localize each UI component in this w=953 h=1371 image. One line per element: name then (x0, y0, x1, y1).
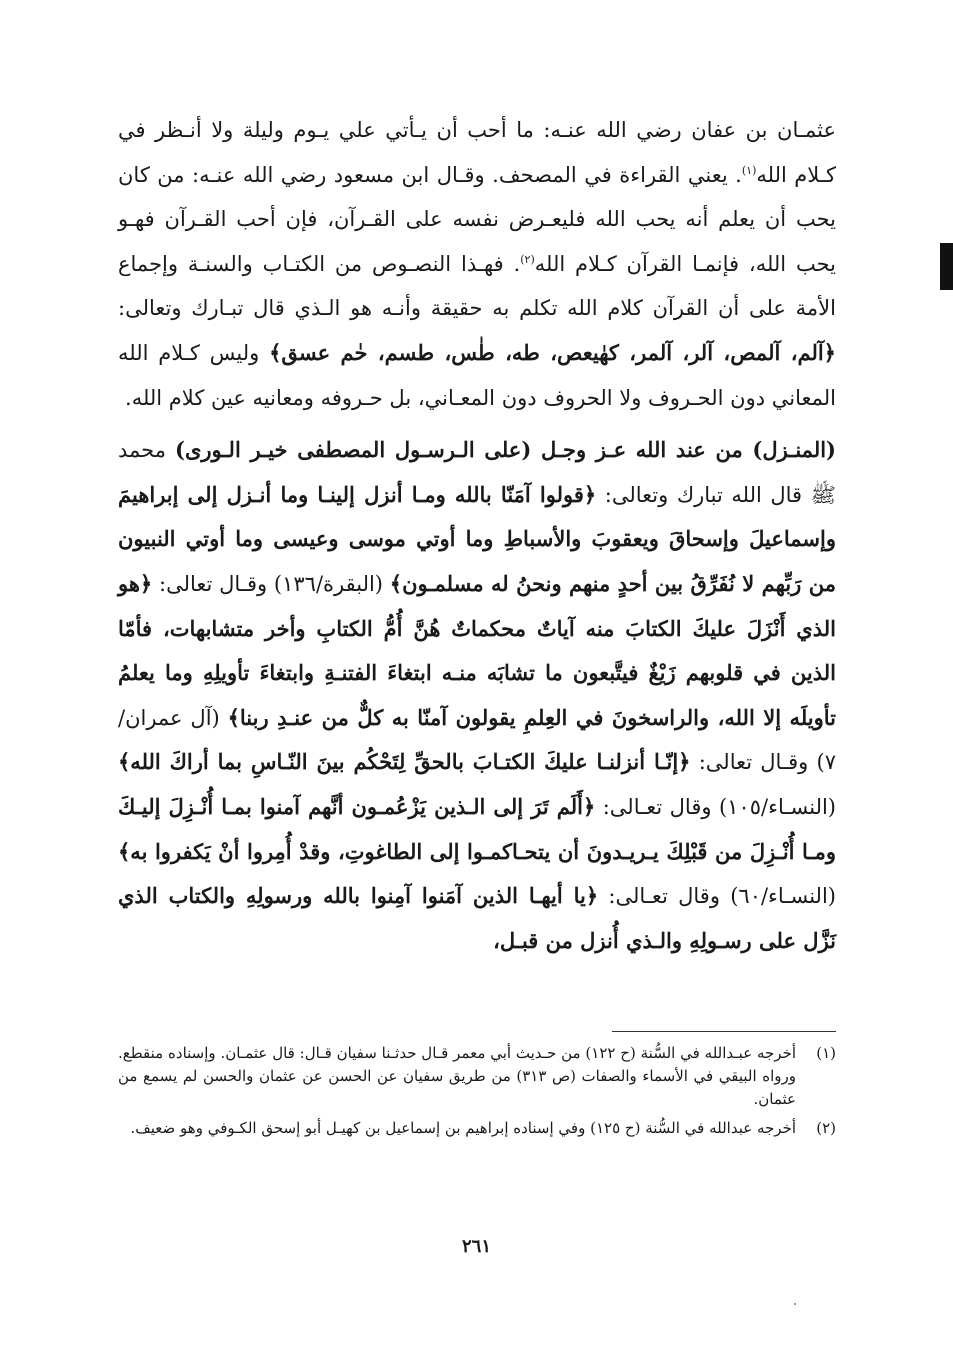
footnote-reference-2: (٢) (520, 252, 535, 266)
footnote-divider (612, 1031, 836, 1032)
footnote-1 (118, 1042, 836, 1111)
footnote-1-number: (١) (816, 1044, 836, 1062)
paragraph-2 (118, 428, 836, 963)
paragraph-1-text-4: وليس كـلام الله المعاني دون الحـروف ولا الحروف دون المعـاني، بل حـروفه ومعانيه عين كلام الله. (118, 340, 836, 410)
footnote-2-number: (٢) (816, 1119, 836, 1137)
page-number: ٢٦١ (461, 1236, 491, 1257)
quran-quote-letters: ﴿آلم، آلمص، آلر، آلمر، كهٰيعص، طه، طٰس، طسم، حٰم عسق﴾ (269, 339, 836, 365)
scan-speck (794, 1303, 796, 1305)
quran-quote-1: ﴿قولوا آمَنّا بالله ومـا أنزل إلينـا وما أنـزل إلى إبراهيمَ وإسماعيلَ وإسحاقَ ويعقوبَ والأسباطِ وما أوتي موسى وعيسى وما أوتي النبيون من رَبِّهم لا نُفَرِّقُ بين أحدٍ منهم ونحنُ له مسلمـون﴾ (118, 481, 836, 596)
paragraph-1-text-3: . فهـذا النصـوص من الكتـاب والسنـة وإجماع الأمة على أن القرآن كلام الله تكلم به حقيقة وأنـه هو الـذي قال تبـارك وتعالى: (118, 251, 836, 321)
paragraph-1-text-2: . يعني القراءة في المصحف. وقـال ابن مسعود رضي الله عنـه: من كان يحب أن يعلم أنه يحب الله فليعـرض نفسه على القـرآن، فإن أحب القـرآن فهـو يحب الله، فإنمـا القرآن كـلام الله (118, 162, 836, 276)
footnote-2 (118, 1117, 836, 1140)
quran-reference-3: (النسـاء/١٠٥) وقال تعـالى: (602, 794, 836, 819)
page-edge-thumb-mark (940, 243, 953, 290)
paragraph-2-text-1: محمد ﷺ قال الله تبارك وتعالى: (118, 438, 837, 507)
quran-quote-2: ﴿هو الذي أَنْزَلَ عليكَ الكتابَ منه آياتٌ محكماتٌ هُنَّ أُمُّ الكتابِ وأخر متشابهات، فأمّا الذين في قلوبهم زَيْغٌ فيتَّبعون ما تشابَه منـه ابتغاءَ الفتنـةِ وابتغاءَ تأويلِهِ وما يعلمُ تأويلَه إلا الله، والراسخونَ في العِلمِ يقولون آمنّا به كلٌّ من عنـدِ ربنا﴾ (118, 570, 836, 730)
paragraph-2-heading: (المنـزل) من عند الله عـز وجـل (على الـرسـول المصطفى خيـر الـورى) (175, 437, 836, 463)
paragraph-1-text-1: عثمـان بن عفان رضي الله عنـه: ما أحب أن يـأتي علي يـوم وليلة ولا أنـظر في كـلام الله (118, 118, 836, 187)
footnote-1-text: أخرجه عبـدالله في السُّنة (ح ١٢٢) من حـديث أبي معمر قـال حدثـنا سفيان قـال: قال عثمـان. وإسناده منقطع. ورواه البيقي في الأسماء والصفات (ص ٣١٣) من طريق سفيان عن الحسن عن عثمان والحسن لم يسمع من عثمان. (118, 1044, 796, 1108)
footnote-reference-1: (١) (741, 163, 757, 177)
footnote-2-text: أخرجه عبدالله في السُّنة (ح ١٢٥) وفي إسناده إبراهيم بن إسماعيل بن كهيـل أبو إسحق الكـوفي وهو ضعيف. (130, 1119, 796, 1137)
main-text-block (118, 108, 836, 963)
paragraph-1 (118, 108, 836, 420)
quran-reference-1: (البقرة/١٣٦) وقـال تعالى: (159, 571, 384, 596)
footnotes-section (118, 1042, 836, 1146)
quran-reference-2: (آل عمران/٧) وقـال تعالى: (118, 705, 836, 775)
quran-quote-5: ﴿يا أيهـا الذين آمَنوا آمِنوا بالله ورسولِهِ والكتاب الذي نَزَّل على رسـولِهِ والـذي أُنزل من قبـل، (118, 883, 836, 953)
quran-reference-4: (النسـاء/٦٠) وقال تعـالى: (608, 884, 836, 909)
quran-quote-4: ﴿أَلَم تَرَ إلى الـذين يَزْعُمـون أنَّهم آمنوا بمـا أُنْـزِلَ إليـكَ ومـا أُنْـزِلَ من قَبْلِكَ يـريـدونَ أن يتحـاكمـوا إلى الطاغوتِ، وقدْ أُمِروا أنْ يَكفروا به﴾ (118, 793, 836, 864)
quran-quote-3: ﴿إنّـا أنزلنـا عليكَ الكتـابَ بالحقِّ لِتَحْكُم بينَ النّـاسِ بما أراكَ الله﴾ (118, 749, 691, 775)
